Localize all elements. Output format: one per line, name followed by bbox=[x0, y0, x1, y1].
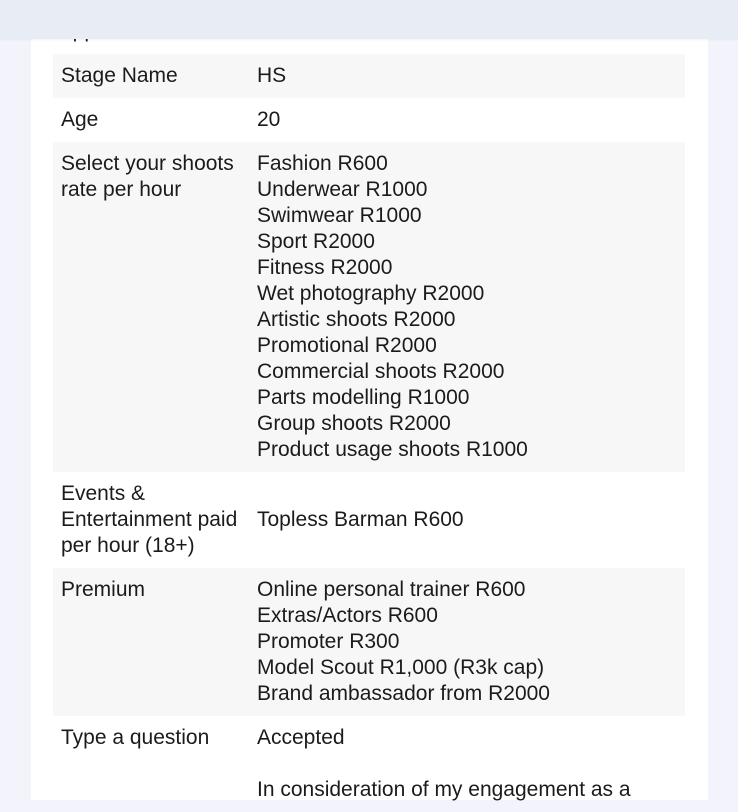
list-item: Brand ambassador from R2000 bbox=[257, 682, 550, 705]
form-entry-page bbox=[31, 0, 708, 800]
list-item: Model Scout R1,000 (R3k cap) bbox=[257, 656, 545, 679]
question-answer: Accepted bbox=[257, 726, 345, 749]
list-item: Product usage shoots R1000 bbox=[257, 438, 528, 461]
premium-values bbox=[249, 577, 685, 707]
table-row-question bbox=[53, 716, 685, 812]
list-item: Sport R2000 bbox=[257, 230, 375, 253]
list-item: Fashion R600 bbox=[257, 152, 388, 175]
list-item: Underwear R1000 bbox=[257, 178, 428, 201]
list-item: Promotional R2000 bbox=[257, 334, 437, 357]
premium-label: Premium bbox=[61, 578, 146, 601]
question-text: In consideration of my engagement as a bbox=[257, 778, 631, 801]
table-row-shoots-rate bbox=[53, 142, 685, 472]
question-value bbox=[249, 725, 685, 803]
question-label: Type a question bbox=[61, 726, 210, 749]
list-item: Wet photography R2000 bbox=[257, 282, 485, 305]
table-row-premium bbox=[53, 568, 685, 716]
list-item: Swimwear R1000 bbox=[257, 204, 422, 227]
age-label: Age bbox=[61, 108, 99, 131]
list-item: Commercial shoots R2000 bbox=[257, 360, 505, 383]
list-item: Extras/Actors R600 bbox=[257, 604, 438, 627]
table-row-age bbox=[53, 98, 685, 142]
entry-details-table bbox=[53, 12, 685, 812]
events-label: Events & Entertainment paid per hour (18+) bbox=[61, 482, 238, 557]
top-header-bar bbox=[0, 0, 738, 39]
list-item: Artistic shoots R2000 bbox=[257, 308, 456, 331]
list-item: Parts modelling R1000 bbox=[257, 386, 470, 409]
list-item: Fitness R2000 bbox=[257, 256, 393, 279]
list-item: Group shoots R2000 bbox=[257, 412, 451, 435]
shoots-rate-values bbox=[249, 151, 685, 463]
table-row-stage-name bbox=[53, 54, 685, 98]
shoots-rate-label: Select your shoots rate per hour bbox=[61, 152, 234, 201]
stage-name-label: Stage Name bbox=[61, 64, 178, 87]
stage-name-value: HS bbox=[257, 64, 287, 87]
events-value: Topless Barman R600 bbox=[257, 508, 464, 531]
table-row-events bbox=[53, 472, 685, 568]
list-item: Promoter R300 bbox=[257, 630, 400, 653]
age-value: 20 bbox=[257, 108, 281, 131]
list-item: Online personal trainer R600 bbox=[257, 578, 526, 601]
